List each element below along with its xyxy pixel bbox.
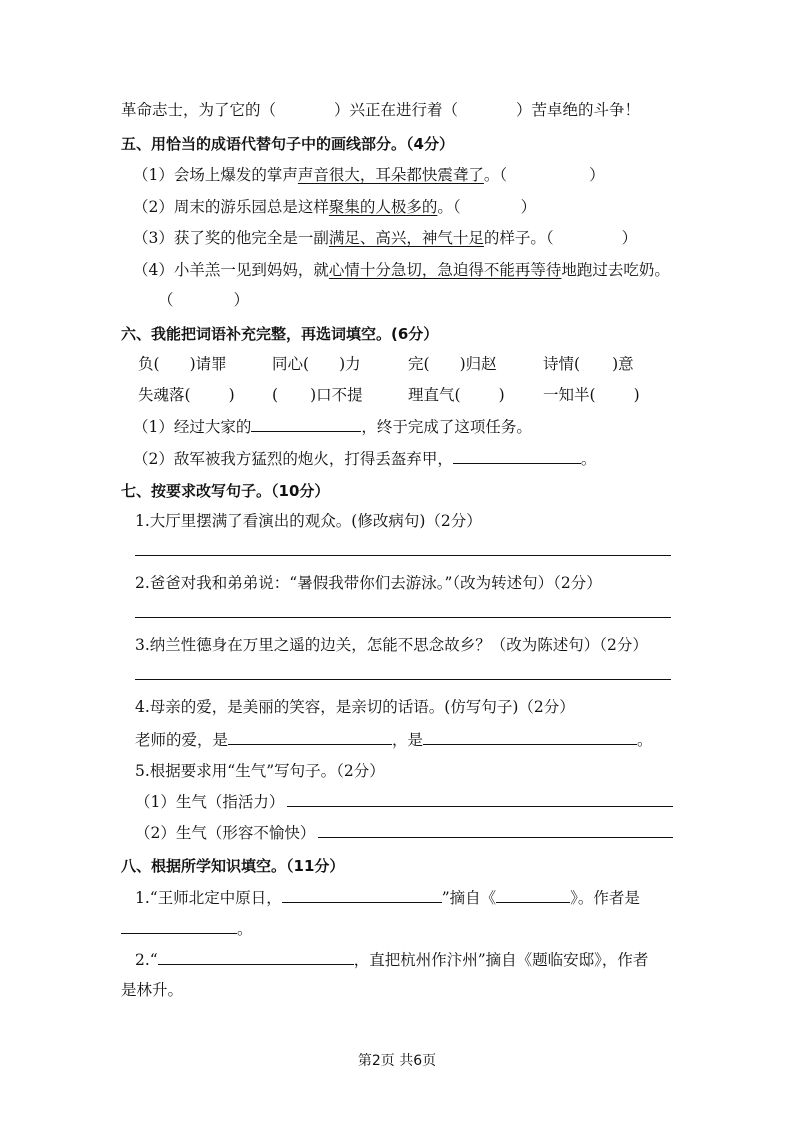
- answer-blank[interactable]: [228, 729, 392, 745]
- answer-blank[interactable]: [282, 887, 442, 903]
- underlined-phrase: 满足、高兴，神气十足: [328, 229, 484, 247]
- idiom-7[interactable]: 理直气( ): [408, 386, 505, 404]
- underlined-phrase: 声音很大，耳朵都快震聋了: [297, 166, 484, 184]
- section7-q5: 5.根据要求用“生气”写句子。（2分）: [135, 762, 385, 780]
- section8-title: 八、根据所学知识填空。（11分）: [121, 857, 345, 875]
- section7-q5-b: （2）生气（形容不愉快）: [135, 824, 316, 842]
- answer-blank[interactable]: [423, 729, 637, 745]
- underlined-phrase: 心情十分急切，急迫得不能再等待: [328, 261, 562, 279]
- section8-q1: 1.“王师北定中原日， ”摘自《 》。作者是: [135, 889, 640, 907]
- answer-line[interactable]: [135, 679, 671, 680]
- section7-q4-fill: 老师的爱，是 ，是 。: [135, 731, 653, 749]
- section5-item-2: （2）周末的游乐园总是这样聚集的人极多的。（ ）: [133, 198, 537, 216]
- idiom-3[interactable]: 完( )归赵: [408, 355, 497, 373]
- page-number: 第2页 共6页: [357, 1053, 437, 1069]
- idiom-8[interactable]: 一知半( ): [543, 386, 640, 404]
- section5-title: 五、用恰当的成语代替句子中的画线部分。（4分）: [121, 135, 454, 153]
- section5-item-4: （4）小羊羔一见到妈妈，就心情十分急切，急迫得不能再等待地跑过去吃奶。: [133, 261, 670, 279]
- section5-item-3: （3）获了奖的他完全是一副满足、高兴，神气十足的样子。（ ）: [133, 229, 638, 247]
- section7-q2: 2.爸爸对我和弟弟说：“暑假我带你们去游泳。”（改为转述句）（2分）: [135, 574, 602, 592]
- section6-fill-1: （1）经过大家的 ，终于完成了这项任务。: [133, 418, 532, 436]
- underlined-phrase: 聚集的人极多的: [328, 198, 438, 216]
- section5-item-1: （1）会场上爆发的掌声声音很大，耳朵都快震聋了。（ ）: [133, 166, 605, 184]
- section7-q3: 3.纳兰性德身在万里之遥的边关，怎能不思念故乡？（改为陈述句）（2分）: [135, 636, 648, 654]
- answer-line[interactable]: [135, 555, 671, 556]
- intro-line: 革命志士，为了它的（ ）兴正在进行着（ ）苦卓绝的斗争！: [121, 101, 641, 119]
- idiom-1[interactable]: 负( )请罪: [138, 355, 227, 373]
- section6-fill-2: （2）敌军被我方猛烈的炮火，打得丢盔弃甲， 。: [133, 450, 597, 468]
- section7-title: 七、按要求改写句子。（10分）: [121, 482, 330, 500]
- idiom-5[interactable]: 失魂落( ): [138, 386, 235, 404]
- section8-q2-end: 是林升。: [121, 981, 184, 999]
- answer-line[interactable]: [135, 617, 671, 618]
- section8-q2: 2.“ ，直把杭州作汴州”摘自《题临安邸》，作者: [135, 951, 649, 969]
- section7-q5-a: （1）生气（指活力）: [135, 793, 285, 811]
- idiom-2[interactable]: 同心( )力: [272, 355, 361, 373]
- idiom-6[interactable]: ( )口不提: [272, 386, 363, 404]
- answer-blank[interactable]: [453, 448, 581, 464]
- answer-blank[interactable]: [496, 887, 570, 903]
- answer-line[interactable]: [318, 837, 673, 838]
- section5-item-4-answer[interactable]: （ ）: [158, 291, 250, 309]
- answer-line[interactable]: [287, 806, 673, 807]
- section7-q1: 1.大厅里摆满了看演出的观众。(修改病句)（2分）: [135, 512, 482, 530]
- answer-blank[interactable]: [251, 416, 361, 432]
- section7-q4: 4.母亲的爱，是美丽的笑容，是亲切的话语。(仿写句子)（2分）: [135, 698, 575, 716]
- section8-q1-author: 。: [121, 918, 253, 939]
- answer-blank[interactable]: [158, 949, 354, 965]
- idiom-4[interactable]: 诗情( )意: [543, 355, 634, 373]
- section6-title: 六、我能把词语补充完整，再选词填空。(6分）: [121, 325, 439, 343]
- answer-blank[interactable]: [121, 918, 237, 934]
